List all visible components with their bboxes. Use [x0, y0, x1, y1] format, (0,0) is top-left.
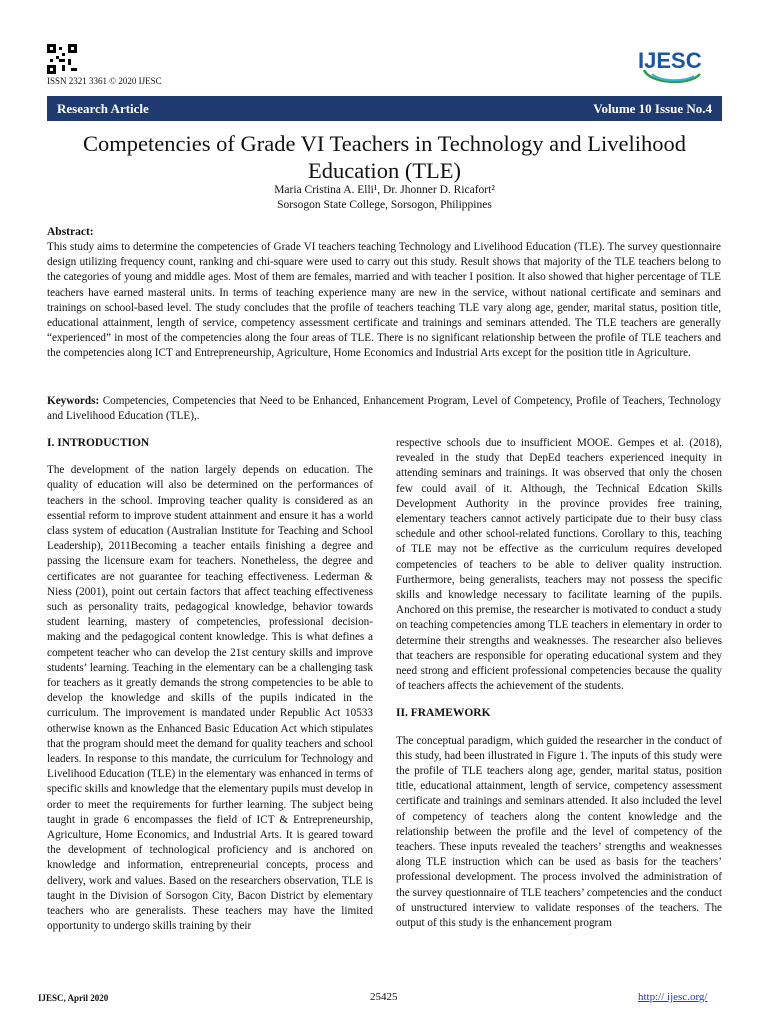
introduction-heading: I. INTRODUCTION	[47, 437, 150, 449]
framework-paragraph: The conceptual paradigm, which guided the researcher in the conduct of this study, had been illustrated in Figure 1. The inputs of this study were the profile of TLE teachers along age, gender, marital status, position title, educational attainment, length of service, competency assessment certificate and trainings and seminars attended. It also included the level of competency of teachers along the content knowledge and the relationship between the profile and the level of competency of the teachers. These inputs revealed the teachers’ strengths and weaknesses along TLE instruction which can be used as basis for the teachers’ professional development. The process involved the administration of the survey questionnaire of TLE teachers’ competencies and the conduct of unstructured interview to validate responses of the teachers. The output of this study is the enhancement program	[396, 734, 722, 930]
abstract-heading: Abstract:	[47, 226, 94, 238]
issn-line: ISSN 2321 3361 © 2020 IJESC	[47, 76, 162, 86]
keywords	[47, 394, 721, 424]
volume-issue: Volume 10 Issue No.4	[593, 100, 712, 116]
keywords-label: Keywords:	[47, 395, 100, 407]
abstract-text: This study aims to determine the competencies of Grade VI teachers teaching Technology and Livelihood Education (TLE). The survey questionnaire design utilizing frequency count, ranking and chi-square were used to carry out this study. Result shows that majority of the TLE teachers belong to the categories of young and middle ages. Most of them are females, married and with teacher I position. It also showed that higher percentage of TLE teachers have earned masteral units. In terms of teaching experience many are new in the service, without national certificate and seminars and trainings on school-based level. The study concludes that the profile of teachers teaching TLE vary along age, gender, marital status, position title, educational attainment, length of service, competency assessment certificate and trainings and seminars attended. The TLE teachers are generally “experienced” in most of the competencies along the four areas of TLE. There is no significant relationship between the profile of TLE teachers and the competencies along ICT and Entrepreneurship, Agriculture, Home Economics and Industrial Arts except for the position title in Agriculture.	[47, 241, 721, 360]
ijesc-logo-icon	[630, 44, 710, 90]
paper-authors: Maria Cristina A. Elli¹, Dr. Jhonner D. Ricafort²	[274, 184, 495, 196]
qr-code-icon	[47, 44, 77, 74]
paper-title: Competencies of Grade VI Teachers in Technology and Livelihood Education (TLE)	[83, 131, 686, 183]
article-type: Research Article	[57, 100, 149, 116]
svg-text:IJESC: IJESC	[638, 48, 702, 73]
introduction-continued-paragraph: respective schools due to insufficient MOOE. Gempes et al. (2018), revealed in the study that DepEd teachers experienced inequity in attending seminars and trainings. It was observed that only the chosen few could avail of it. Although, the Technical Edcation Skills Development Authority in the province provides free training, elementary teachers cannot actively participate due to their busy class schedule and other school-related functions. Corollary to this, teaching of TLE may not be effective as the curriculum requires developed competencies of teachers to be able to deliver quality instruction. Furthermore, being generalists, teachers may not possess the specific skills and knowledge necessary to facilitate learning of the pupils. Anchored on this premise, the researcher is motivated to conduct a study on teaching competencies among TLE teachers in elementary in order to determine their strengths and weaknesses. The researcher also believes that teachers are responsible for operating educational system and they need strong and efficient professional competencies because the quality of teachers affects the achievement of the students.	[396, 437, 722, 693]
framework-heading: II. FRAMEWORK	[396, 707, 491, 720]
left-column	[47, 436, 373, 947]
right-column	[396, 436, 722, 943]
article-banner	[47, 96, 722, 121]
introduction-paragraph: The development of the nation largely depends on education. The quality of education will also be determined on the performances of teachers in the school. Improving teacher quality is considered as an essential reform to improve student attainment and ensure it has a world class system of education (Australian Institute for Teaching and School Leadership), 2011Becoming a teacher entails finishing a degree and passing the licensure exam for teachers. Nonetheless, the degree and certificates are not guarantee for teaching effectiveness. Lederman & Niess (2001), point out certain factors that affect teaching effectiveness such as personality traits, pedagogical knowledge, behavior towards student learning, mastery of competencies, professional decision-making and the pedagogical content knowledge. This is what defines a competent teacher who can develop the 21st century skills and improve students’ learning. Teaching in the elementary can be a challenging task for teachers as it greatly demands the strong competencies to be able to develop the knowledge and skills of the pupils indicated in the curriculum. The improvement is mandated under Republic Act 10533 otherwise known as the Enhanced Basic Education Act which stipulates that the program should meet the demand for quality teachers and school leaders. In response to this mandate, the curriculum for Technology and Livelihood Education (TLE) in the elementary was enhanced in terms of specific skills and knowledge that the elementary pupils must develop in order to meet the requirements for further learning. The subject being taught in grade 6 encompasses the field of ICT & Entrepreneurship, Agriculture, Home Economics, and Industrial Arts. It is geared toward the development of technological proficiency and is anchored on knowledge and information, entrepreneurial concepts, process and delivery, work and values. Based on the researchers observation, TLE is taught in the Division of Sorsogon City, Bacon District by elementary teachers who are generalists. These teachers may have the limited opportunity to undergo skills training by their	[47, 464, 373, 933]
keywords-text: Competencies, Competencies that Need to be Enhanced, Enhancement Program, Level of Competency, Profile of Teachers, Technology and Livelihood Education (TLE),.	[47, 395, 721, 423]
paper-affiliation: Sorsogon State College, Sorsogon, Philippines	[277, 199, 492, 211]
footer-page-number: 25425	[370, 991, 398, 1003]
footer-url-link[interactable]: http:// ijesc.org/	[638, 991, 708, 1003]
footer-journal: IJESC, April 2020	[38, 993, 109, 1003]
